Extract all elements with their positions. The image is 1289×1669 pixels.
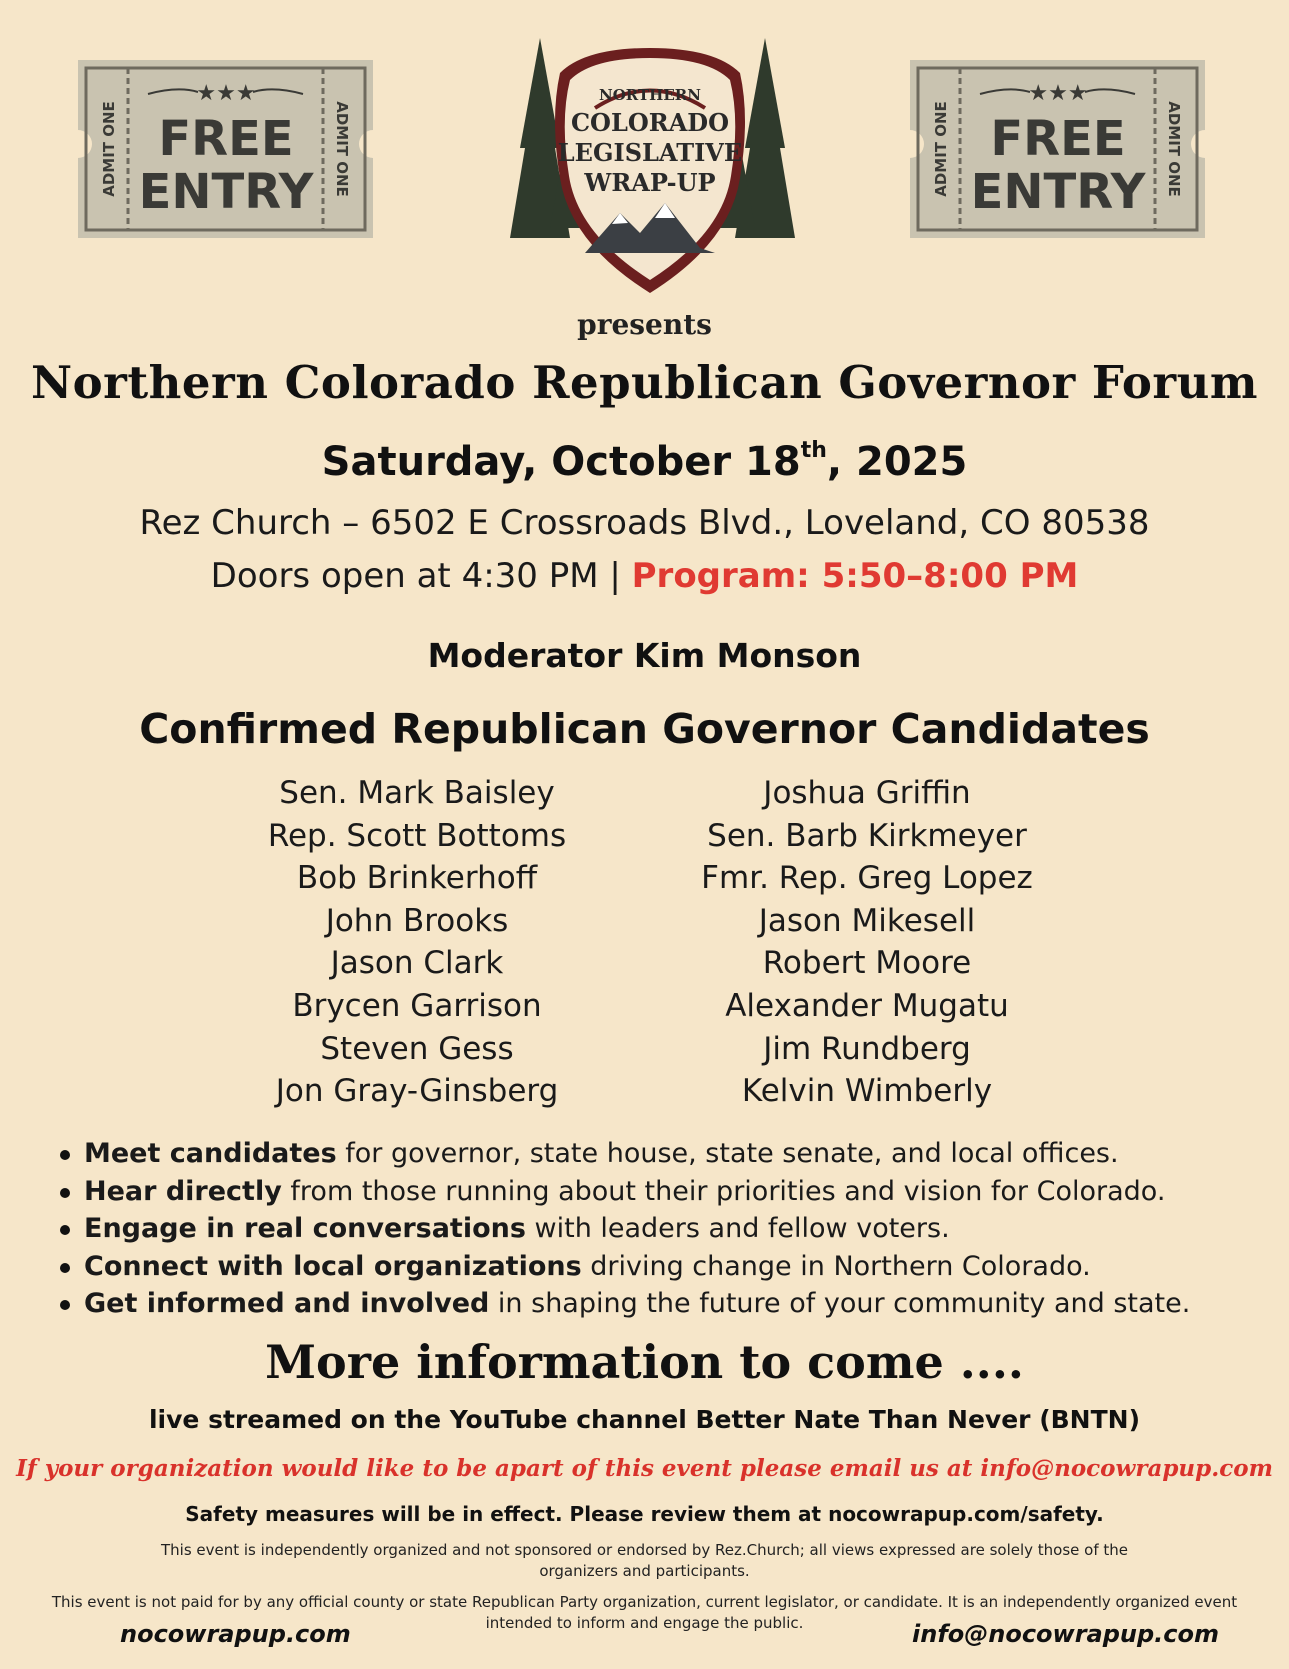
ticket-entry-text: ENTRY — [138, 164, 314, 220]
list-item-text: driving change in Northern Colorado. — [581, 1250, 1091, 1282]
disclaimer-venue: This event is independently organized and not sponsored or endorsed by Rez.Church; all views expressed are solely those of the organizers and participants. — [160, 1541, 1129, 1580]
candidate-name: Alexander Mugatu — [725, 987, 1009, 1024]
footer-website-link[interactable]: nocowrapup.com — [120, 1620, 351, 1648]
candidate-name: Jason Mikesell — [758, 902, 976, 939]
list-item-text: in shaping the future of your community and state. — [489, 1288, 1191, 1319]
event-highlights-list — [52, 1135, 1272, 1323]
organization-invite: If your organization would like to be apart of this event please email us at info@nocowrapup.com — [16, 1455, 1273, 1482]
candidate-name: Jason Clark — [330, 945, 504, 982]
list-item — [52, 1285, 1272, 1323]
ticket-stars: ★★★ — [196, 81, 256, 106]
list-item-text: for governor, state house, state senate, and local offices. — [336, 1138, 1119, 1169]
list-item-bold: Hear directly — [84, 1175, 282, 1207]
ticket-icon — [78, 60, 373, 238]
candidate-name: Rep. Scott Bottoms — [267, 817, 567, 854]
doors-open-time: Doors open at 4:30 PM | — [210, 556, 632, 596]
candidate-name: Robert Moore — [762, 945, 972, 982]
event-date-year: , 2025 — [826, 439, 968, 485]
moderator-line: Moderator Kim Monson — [427, 636, 862, 675]
list-item-bold: Connect with local organizations — [84, 1250, 582, 1282]
ticket-entry-text: ENTRY — [970, 164, 1146, 220]
candidate-name: Bob Brinkerhoff — [296, 860, 538, 897]
candidate-name: Fmr. Rep. Greg Lopez — [701, 860, 1033, 897]
candidate-name: John Brooks — [325, 902, 509, 939]
ticket-admit-right: ADMIT ONE — [1165, 101, 1183, 197]
ticket-admit-right: ADMIT ONE — [333, 101, 351, 197]
candidate-list-right — [652, 772, 1082, 1113]
logo-legislative-text: LEGISLATIVE — [557, 138, 743, 167]
candidate-name: Jon Gray-Ginsberg — [275, 1073, 559, 1110]
list-item-text: from those running about their priorities and vision for Colorado. — [281, 1175, 1166, 1207]
ticket-icon — [910, 60, 1205, 238]
list-item — [52, 1210, 1272, 1248]
ticket-free-text: FREE — [158, 111, 294, 167]
event-venue: Rez Church – 6502 E Crossroads Blvd., Loveland, CO 80538 — [139, 503, 1150, 543]
ticket-free-text: FREE — [990, 111, 1126, 167]
disclaimer-funding: This event is not paid for by any official county or state Republican Party organization, current legislator, or candidate. It is an independently organized event intended to inform and engage the public. — [51, 1593, 1238, 1632]
event-times — [0, 556, 1289, 596]
event-date — [0, 438, 1289, 485]
presents-label: presents — [577, 308, 712, 341]
candidate-name: Joshua Griffin — [763, 775, 971, 811]
candidate-name: Sen. Barb Kirkmeyer — [707, 817, 1027, 854]
list-item — [52, 1248, 1272, 1286]
safety-notice: Safety measures will be in effect. Please review them at nocowrapup.com/safety. — [185, 1502, 1104, 1526]
ticket-admit-left: ADMIT ONE — [932, 101, 950, 197]
list-item-bold: Get informed and involved — [84, 1288, 490, 1319]
ticket-stars: ★★★ — [1028, 81, 1088, 106]
list-item-text: with leaders and fellow voters. — [525, 1213, 950, 1244]
candidate-name: Brycen Garrison — [292, 987, 542, 1024]
event-date-suffix: th — [800, 438, 827, 463]
ticket-admit-left: ADMIT ONE — [100, 101, 118, 197]
candidate-name: Steven Gess — [320, 1030, 514, 1067]
candidate-list-left — [202, 772, 632, 1113]
candidates-heading: Confirmed Republican Governor Candidates — [139, 705, 1150, 753]
footer-email-link[interactable]: info@nocowrapup.com — [912, 1620, 1220, 1648]
list-item — [52, 1173, 1272, 1211]
list-item-bold: Engage in real conversations — [84, 1213, 526, 1244]
free-entry-ticket-right — [910, 60, 1205, 238]
page-title: Northern Colorado Republican Governor Forum — [31, 356, 1258, 409]
logo-colorado-text: COLORADO — [570, 108, 730, 137]
more-info-heading: More information to come .... — [265, 1335, 1024, 1389]
list-item — [52, 1135, 1272, 1173]
free-entry-ticket-left — [78, 60, 373, 238]
live-stream-note: live streamed on the YouTube channel Better Nate Than Never (BNTN) — [148, 1405, 1140, 1434]
candidate-name: Jim Rundberg — [763, 1030, 971, 1067]
logo-northern-text: NORTHERN — [599, 86, 701, 104]
logo-wrapup-text: WRAP-UP — [584, 168, 716, 197]
candidate-name: Sen. Mark Baisley — [279, 775, 555, 811]
candidate-name: Kelvin Wimberly — [741, 1073, 993, 1110]
program-time: Program: 5:50–8:00 PM — [631, 556, 1079, 596]
list-item-bold: Meet candidates — [84, 1138, 337, 1169]
event-date-main: Saturday, October 18 — [321, 439, 801, 485]
